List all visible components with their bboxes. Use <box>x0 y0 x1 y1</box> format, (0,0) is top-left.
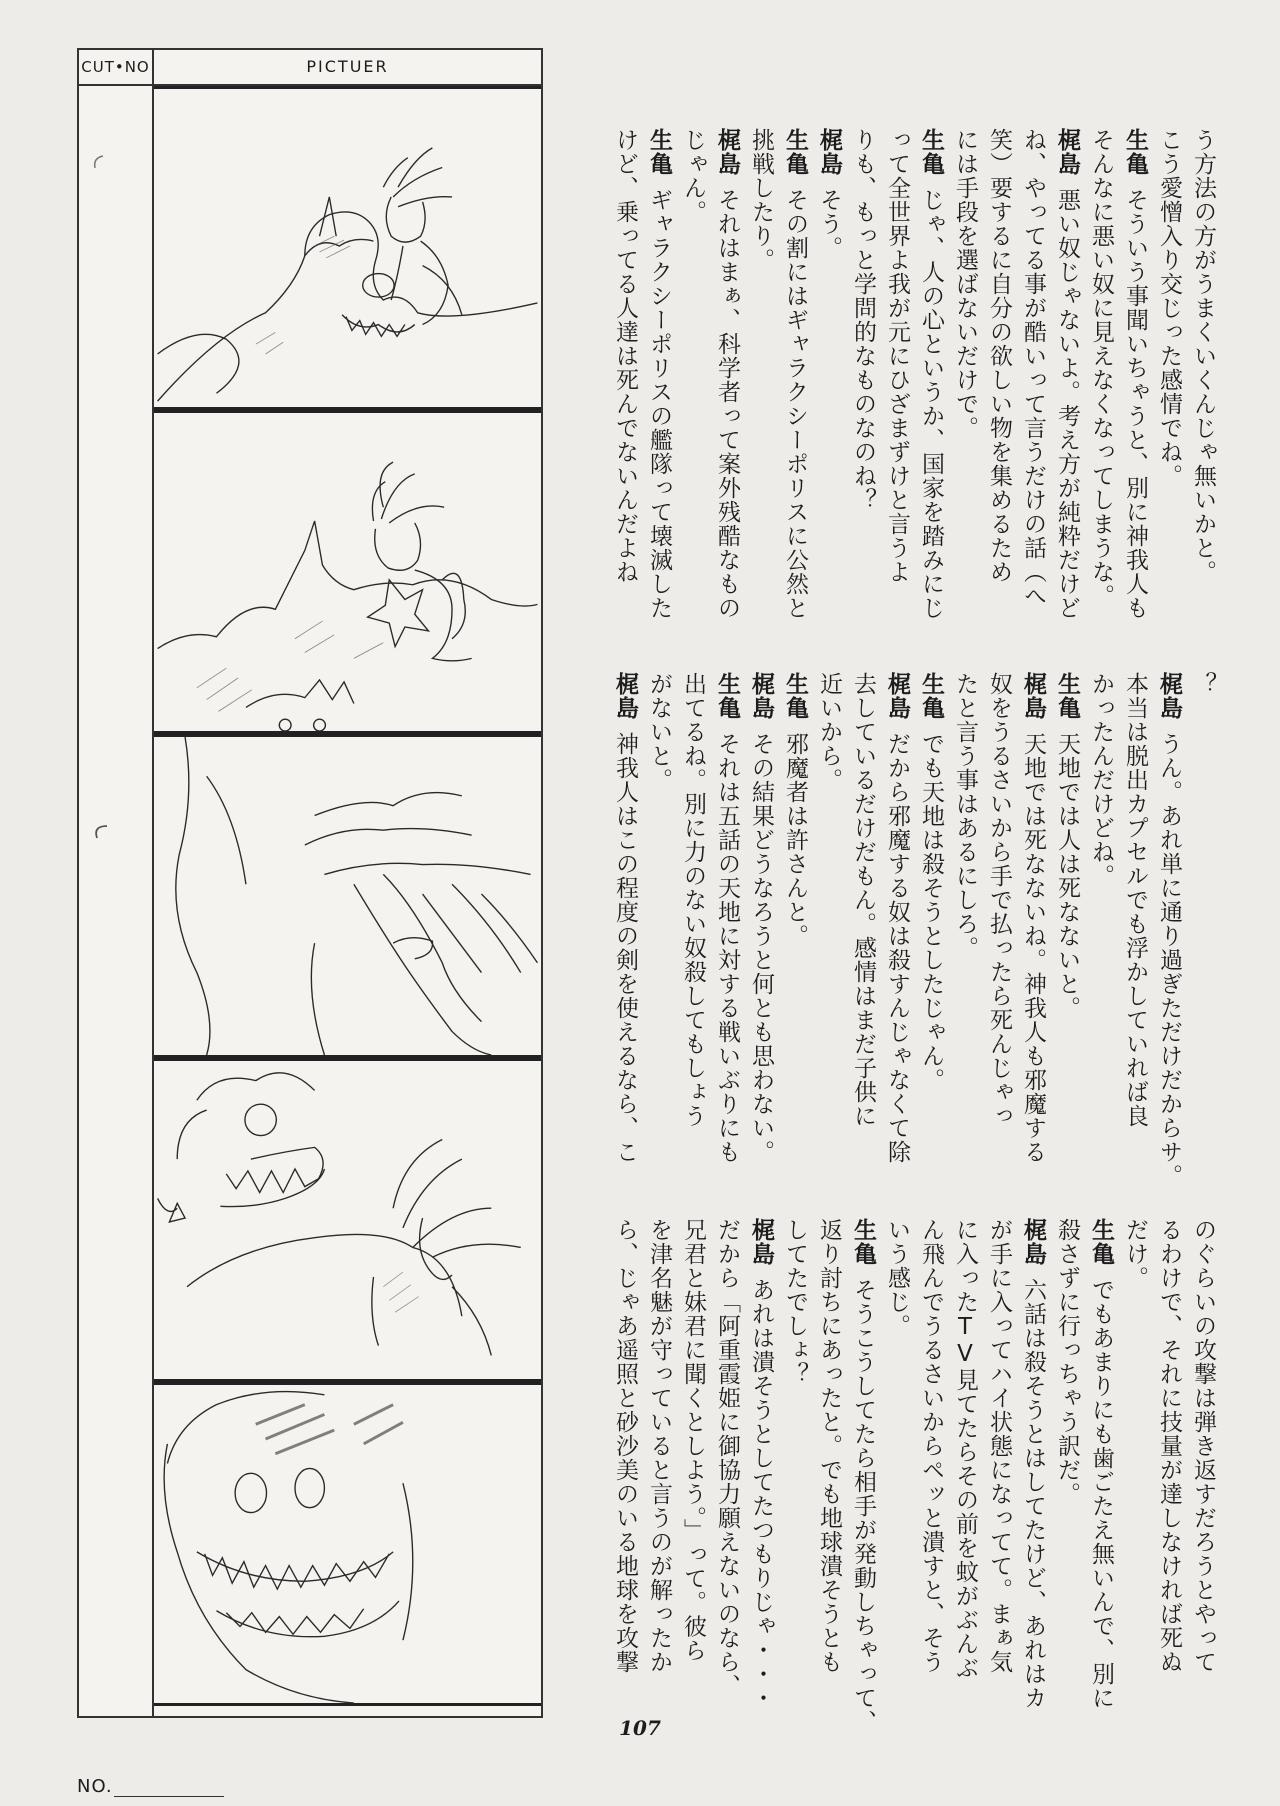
dialogue-text: 邪魔者は許さんと。 <box>782 732 808 948</box>
panel-2-sketch <box>154 413 541 731</box>
dialogue-text: 出てるね。別に力のない奴殺してもしょう <box>680 672 706 1128</box>
dialogue-line <box>914 1218 948 1674</box>
dialogue-line <box>880 128 914 584</box>
dialogue-line <box>1050 672 1084 1020</box>
dialogue-line <box>1118 672 1152 1128</box>
dialogue-text: ね、やってる事が酷いって言うだけの話（へ <box>1020 128 1046 608</box>
dialogue-text: でもあまりにも歯ごたえ無いんで、別に <box>1088 1278 1114 1710</box>
dialogue-text: ギャラクシーポリスの艦隊って壊滅した <box>646 188 672 620</box>
storyboard-panel-4 <box>154 1058 541 1382</box>
dialogue-line <box>812 1218 846 1674</box>
dialogue-line <box>1186 1218 1220 1674</box>
dialogue-line <box>1016 128 1050 608</box>
dialogue-text: こう愛憎入り交じった感情でね。 <box>1156 128 1182 488</box>
dialogue-line <box>948 128 982 440</box>
dialogue-speaker: 生亀 <box>1088 1218 1114 1266</box>
dialogue-line <box>914 128 948 620</box>
dialogue-line <box>608 1218 642 1674</box>
dialogue-text: してたでしょ？ <box>782 1218 808 1386</box>
dialogue-text: りも、もっと学問的なものなのね？ <box>850 128 876 512</box>
dialogue-line <box>642 128 676 620</box>
dialogue-block-bottom <box>574 1218 1224 1734</box>
dialogue-line <box>1186 128 1220 584</box>
dialogue-line <box>608 672 642 1164</box>
dialogue-text: のぐらいの攻撃は弾き返すだろうとやって <box>1190 1218 1216 1674</box>
dialogue-line <box>1118 1218 1152 1290</box>
dialogue-text: を津名魅が守っていると言うのが解ったか <box>646 1218 672 1674</box>
dialogue-text: そんなに悪い奴に見えなくなってしまうな。 <box>1088 128 1114 608</box>
sheet-number-label: NO. <box>77 1776 113 1797</box>
panel-1-sketch <box>154 89 541 407</box>
dialogue-line <box>1186 672 1220 696</box>
dialogue-speaker: 梶島 <box>1020 672 1046 720</box>
dialogue-line <box>642 672 676 792</box>
storyboard-sheet <box>77 48 543 1718</box>
dialogue-line <box>880 672 914 1164</box>
dialogue-text: には手段を選ばないだけで。 <box>952 128 978 440</box>
panel-5-sketch <box>154 1385 541 1703</box>
dialogue-text: 返り討ちにあったと。でも地球潰そうとも <box>816 1218 842 1674</box>
dialogue-line <box>812 128 846 260</box>
dialogue-text: 笑）要するに自分の欲しい物を集めるため <box>986 128 1012 584</box>
dialogue-text: ？ <box>1190 672 1216 696</box>
dialogue-line <box>676 128 710 224</box>
dialogue-text: でも天地は殺そうとしたじゃん。 <box>918 732 944 1092</box>
dialogue-text: その割にはギャラクシーポリスに公然と <box>782 188 808 620</box>
dialogue-line <box>1050 128 1084 620</box>
dialogue-text: 天地では死なないね。神我人も邪魔する <box>1020 732 1046 1164</box>
dialogue-text: うん。あれ単に通り過ぎただけだからサ。 <box>1156 732 1182 1188</box>
dialogue-speaker: 生亀 <box>918 128 944 176</box>
dialogue-block-top <box>574 128 1224 638</box>
dialogue-text: 去しているだけだもん。感情はまだ子供に <box>850 672 876 1128</box>
dialogue-speaker: 梶島 <box>714 128 740 176</box>
dialogue-text: そういう事聞いちゃうと、別に神我人も <box>1122 188 1148 620</box>
dialogue-speaker: 生亀 <box>782 128 808 176</box>
cut-mark-3 <box>91 822 119 842</box>
dialogue-text: それはまぁ、科学者って案外残酷なもの <box>714 188 740 620</box>
storyboard-header <box>79 50 541 86</box>
storyboard-panel-3 <box>154 734 541 1058</box>
dialogue-line <box>846 672 880 1128</box>
dialogue-line <box>948 1218 982 1680</box>
dialogue-block-middle <box>574 672 1224 1188</box>
dialogue-line <box>914 672 948 1092</box>
dialogue-text: その結果どうなろうと何とも思わない。 <box>748 732 774 1164</box>
dialogue-text: そう。 <box>816 188 842 260</box>
dialogue-text: 本当は脱出カプセルでも浮かしていれば良 <box>1122 672 1148 1128</box>
dialogue-text: そうこうしてたら相手が発動しちゃって、 <box>850 1278 876 1734</box>
dialogue-text: 天地では人は死なないと。 <box>1054 732 1080 1020</box>
dialogue-speaker: 梶島 <box>748 1218 774 1266</box>
dialogue-line <box>778 1218 812 1386</box>
dialogue-line <box>880 1218 914 1338</box>
cut-number-header: CUT•NO <box>79 50 154 84</box>
dialogue-text: 悪い奴じゃないよ。考え方が純粋だけど <box>1054 188 1080 620</box>
dialogue-speaker: 梶島 <box>1156 672 1182 720</box>
dialogue-speaker: 梶島 <box>612 672 638 720</box>
dialogue-text: に入ったTV見てたらその前を蚊がぶんぶ <box>952 1218 978 1680</box>
dialogue-line <box>744 1218 778 1710</box>
cut-number-column <box>79 86 154 1716</box>
dialogue-text: 殺さずに行っちゃう訳だ。 <box>1054 1218 1080 1506</box>
dialogue-line <box>778 672 812 948</box>
dialogue-text: かったんだけどね。 <box>1088 672 1114 888</box>
dialogue-line <box>1084 128 1118 608</box>
dialogue-text: って全世界よ我が元にひざまずけと言うよ <box>884 128 910 584</box>
dialogue-line <box>710 128 744 620</box>
dialogue-speaker: 梶島 <box>748 672 774 720</box>
dialogue-speaker: 生亀 <box>1122 128 1148 176</box>
dialogue-text: 近いから。 <box>816 672 842 792</box>
dialogue-line <box>948 672 982 960</box>
panel-3-sketch <box>154 737 541 1055</box>
dialogue-text: じゃん。 <box>680 128 706 224</box>
dialogue-line <box>778 128 812 620</box>
dialogue-text: 奴をうるさいから手で払ったら死んじゃっ <box>986 672 1012 1128</box>
dialogue-line <box>846 128 880 512</box>
dialogue-line <box>1084 672 1118 888</box>
picture-header: PICTUER <box>306 57 389 76</box>
dialogue-text: 神我人はこの程度の剣を使えるなら、こ <box>612 732 638 1164</box>
dialogue-text: あれは潰そうとしてたつもりじゃ・・・ <box>748 1278 774 1710</box>
dialogue-line <box>846 1218 880 1734</box>
storyboard-panel-5 <box>154 1382 541 1706</box>
dialogue-line <box>1118 128 1152 620</box>
dialogue-speaker: 生亀 <box>646 128 672 176</box>
dialogue-line <box>982 1218 1016 1674</box>
dialogue-line <box>1152 128 1186 488</box>
dialogue-line <box>676 1218 710 1663</box>
dialogue-speaker: 梶島 <box>1020 1218 1046 1266</box>
dialogue-text: じゃ、人の心というか、国家を踏みにじ <box>918 188 944 620</box>
dialogue-line <box>812 672 846 792</box>
dialogue-text: 兄君と妹君に聞くとしよう。」って。彼ら <box>680 1218 706 1663</box>
dialogue-speaker: 生亀 <box>1054 672 1080 720</box>
dialogue-text: ら、じゃあ遥照と砂沙美のいる地球を攻撃 <box>612 1218 638 1674</box>
page-number: 107 <box>619 1716 661 1740</box>
sheet-number-line <box>114 1796 224 1797</box>
dialogue-line <box>1152 1218 1186 1674</box>
dialogue-text: それは五話の天地に対する戦いぶりにも <box>714 732 740 1164</box>
dialogue-speaker: 生亀 <box>714 672 740 720</box>
dialogue-line <box>1152 672 1186 1188</box>
dialogue-line <box>982 672 1016 1128</box>
dialogue-text: たと言う事はあるにしろ。 <box>952 672 978 960</box>
dialogue-line <box>744 128 778 272</box>
dialogue-text: るわけで、それに技量が達しなければ死ぬ <box>1156 1218 1182 1674</box>
dialogue-speaker: 生亀 <box>918 672 944 720</box>
dialogue-text: だから「阿重霞姫に御協力願えないのなら、 <box>714 1218 740 1698</box>
dialogue-line <box>676 672 710 1128</box>
dialogue-text: がないと。 <box>646 672 672 792</box>
storyboard-panel-1 <box>154 86 541 410</box>
dialogue-line <box>608 128 642 584</box>
cut-mark-1 <box>91 152 119 172</box>
dialogue-text: 挑戦したり。 <box>748 128 774 272</box>
dialogue-speaker: 生亀 <box>782 672 808 720</box>
dialogue-line <box>1084 1218 1118 1710</box>
dialogue-speaker: 梶島 <box>1054 128 1080 176</box>
dialogue-text: だけ。 <box>1122 1218 1148 1290</box>
dialogue-line <box>710 672 744 1164</box>
dialogue-text: が手に入ってハイ状態になってて。まぁ気 <box>986 1218 1012 1674</box>
dialogue-line <box>1016 1218 1050 1710</box>
dialogue-speaker: 梶島 <box>816 128 842 176</box>
dialogue-line <box>710 1218 744 1698</box>
dialogue-text: だから邪魔する奴は殺すんじゃなくて除 <box>884 732 910 1164</box>
dialogue-line <box>744 672 778 1164</box>
dialogue-line <box>982 128 1016 584</box>
storyboard-panel-2 <box>154 410 541 734</box>
dialogue-line <box>1016 672 1050 1164</box>
dialogue-text: ん飛んでうるさいからペッと潰すと、そう <box>918 1218 944 1674</box>
dialogue-line <box>1050 1218 1084 1506</box>
dialogue-text: 六話は殺そうとはしてたけど、あれはカ <box>1020 1278 1046 1710</box>
dialogue-text: う方法の方がうまくいくんじゃ無いかと。 <box>1190 128 1216 584</box>
dialogue-line <box>642 1218 676 1674</box>
dialogue-speaker: 生亀 <box>850 1218 876 1266</box>
dialogue-text: けど、乗ってる人達は死んでないんだよね <box>612 128 638 584</box>
dialogue-speaker: 梶島 <box>884 672 910 720</box>
panel-4-sketch <box>154 1061 541 1379</box>
dialogue-text: いう感じ。 <box>884 1218 910 1338</box>
